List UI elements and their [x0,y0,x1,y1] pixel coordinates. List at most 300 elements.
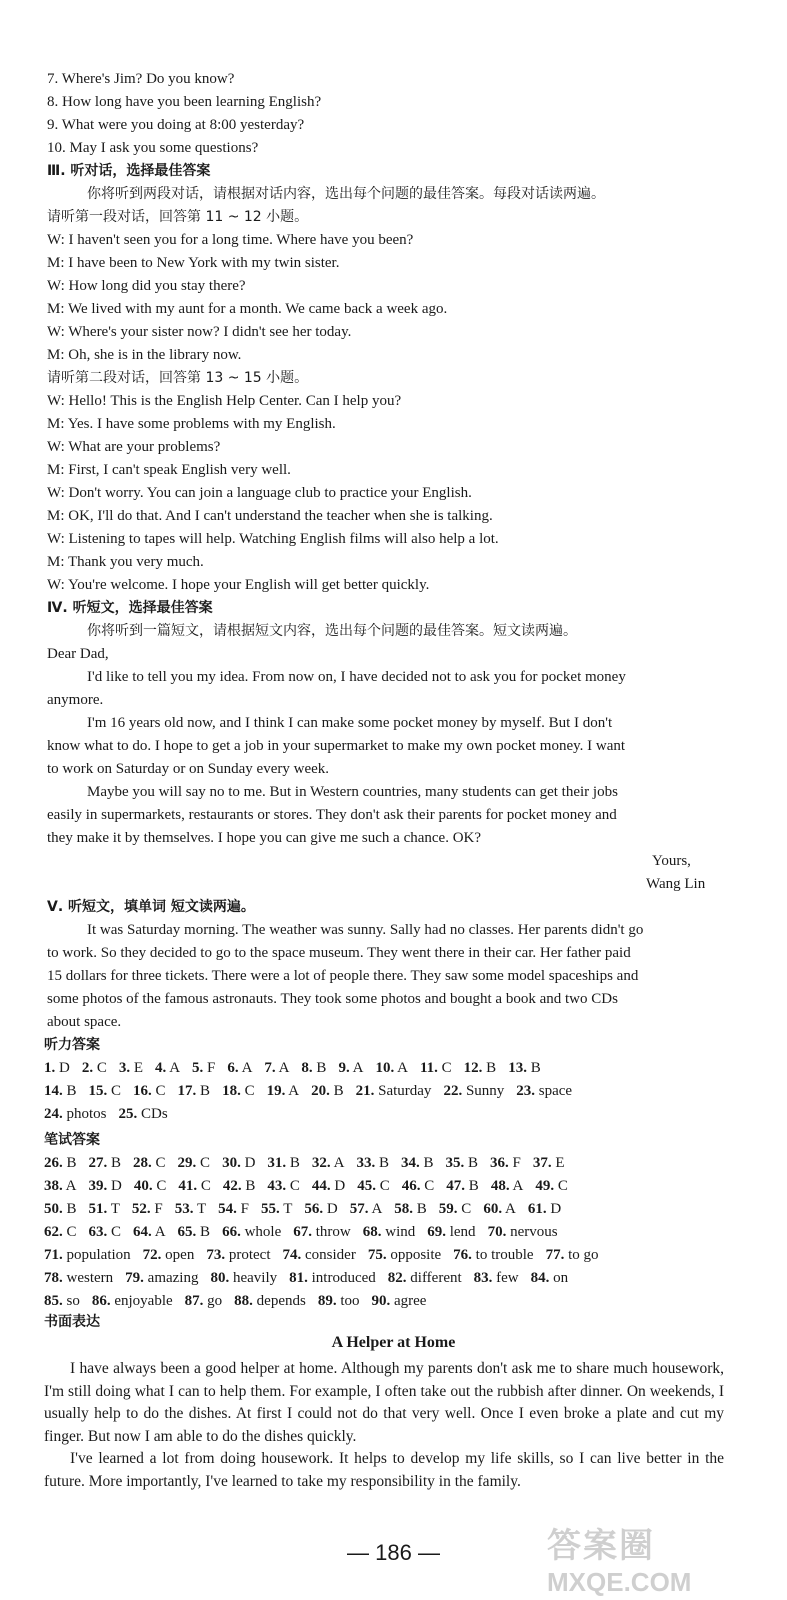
answer-item [443,1080,504,1102]
answer-number: 55. [261,1201,280,1217]
answer-item [453,1244,533,1266]
answer-item [446,1175,479,1197]
answer-row [44,1103,180,1125]
answer-value: B [375,1155,389,1171]
answer-item [92,1290,173,1312]
answer-value: CDs [137,1106,168,1122]
answer-item [546,1244,599,1266]
transcript-line: 7. Where's Jim? Do you know? [47,71,235,87]
answer-value: C [62,1224,77,1240]
answer-number: 7. [264,1060,276,1076]
answer-value: B [329,1083,344,1099]
answer-item [264,1057,289,1079]
letter-signature: Wang Lin [646,876,706,892]
answer-number: 59. [438,1201,458,1217]
answer-value: C [197,1178,211,1194]
answer-number: 82. [387,1270,407,1286]
answer-value: C [151,1155,166,1171]
answer-number: 27. [88,1155,108,1171]
letter-line: easily in supermarkets, restaurants or stores. They don't ask their parents for pocket money and [47,807,617,823]
answer-value: A [394,1060,408,1076]
answer-item [427,1221,475,1243]
listening-answers-heading: 听力答案 [44,1037,100,1053]
answer-value: amazing [143,1270,199,1286]
dialog-line: M: We lived with my aunt for a month. We came back a week ago. [47,301,448,317]
answer-number: 44. [311,1178,331,1194]
dialog-line: M: I have been to New York with my twin sister. [47,255,340,271]
answer-item [133,1080,166,1102]
answer-number: 37. [532,1155,552,1171]
answer-item [483,1198,516,1220]
answer-number: 25. [118,1106,138,1122]
answer-number: 53. [174,1201,194,1217]
answer-value: so [62,1293,80,1309]
section-heading: Ⅳ. 听短文，选择最佳答案 [47,600,213,616]
answer-row [44,1198,573,1220]
answer-value: Sunny [462,1083,505,1099]
page-number: — 186 — [347,1540,440,1565]
answer-value: C [286,1178,300,1194]
answer-item [531,1267,569,1289]
answer-value: whole [240,1224,282,1240]
answer-item [363,1221,416,1243]
answer-number: 31. [267,1155,287,1171]
answer-number: 77. [545,1247,565,1263]
answer-item [283,1244,356,1266]
answer-value: C [151,1083,166,1099]
answer-value: C [457,1201,472,1217]
answer-item [289,1267,376,1289]
answer-value: E [130,1060,144,1076]
answer-item [178,1152,211,1174]
answer-number: 14. [44,1083,63,1099]
answer-number: 67. [293,1224,312,1240]
answer-number: 23. [516,1083,536,1099]
answer-value: Saturday [374,1083,432,1099]
answer-value: A [238,1060,253,1076]
answer-item [464,1057,497,1079]
essay-body [44,1358,724,1493]
answer-number: 49. [535,1178,555,1194]
answer-item [267,1152,300,1174]
answer-value: open [161,1247,195,1263]
answer-value: C [376,1178,390,1194]
answer-number: 72. [142,1247,162,1263]
answer-item [301,1057,326,1079]
transcript-line: 9. What were you doing at 8:00 yesterday? [47,117,305,133]
answer-item [420,1057,452,1079]
answer-number: 26. [44,1155,63,1171]
answer-row [44,1057,553,1079]
answer-item [185,1290,223,1312]
answer-value: T [279,1201,293,1217]
answer-item [533,1152,565,1174]
answer-item [401,1152,434,1174]
answer-item [311,1080,344,1102]
passage-line: some photos of the famous astronauts. They took some photos and bought a book and two CDs [47,991,618,1007]
answer-value: A [509,1178,524,1194]
answer-number: 19. [266,1083,286,1099]
answer-value: opposite [386,1247,442,1263]
dialog-intro: 请听第二段对话，回答第 13 ~ 15 小题。 [47,370,309,386]
answer-value: space [535,1083,573,1099]
answer-number: 18. [222,1083,241,1099]
answer-item [44,1221,77,1243]
answer-number: 66. [222,1224,241,1240]
answer-number: 78. [44,1270,63,1286]
answer-item [143,1244,195,1266]
dialog-line: W: Don't worry. You can join a language club to practice your English. [47,485,472,501]
dialog-line: M: Oh, she is in the library now. [47,347,242,363]
answer-number: 76. [453,1247,472,1263]
letter-line: anymore. [47,692,104,708]
answer-value: D [240,1155,256,1171]
answer-value: E [551,1155,565,1171]
letter-closing: Yours, [652,853,691,869]
answer-value: on [549,1270,569,1286]
answer-value: too [336,1293,360,1309]
answer-number: 35. [445,1155,465,1171]
answer-number: 21. [355,1083,375,1099]
letter-line: they make it by themselves. I hope you can give me such a chance. OK? [47,830,482,846]
answer-number: 12. [463,1060,483,1076]
dialog-line: W: Listening to tapes will help. Watching English films will also help a lot. [47,531,499,547]
answer-item [44,1198,77,1220]
answer-item [488,1221,558,1243]
answer-number: 8. [301,1060,313,1076]
answer-value: D [55,1060,70,1076]
dialog-intro: 请听第一段对话，回答第 11 ~ 12 小题。 [47,209,309,225]
letter-line: Maybe you will say no to me. But in Western countries, many students can get their jobs [87,784,618,800]
answer-number: 51. [88,1201,108,1217]
answer-item [528,1198,561,1220]
answer-value: depends [252,1293,306,1309]
answer-number: 42. [222,1178,242,1194]
answer-number: 83. [473,1270,493,1286]
answer-number: 79. [125,1270,144,1286]
answer-item [356,1152,389,1174]
answer-number: 87. [184,1293,204,1309]
answer-value: B [464,1155,478,1171]
answer-value: enjoyable [110,1293,173,1309]
answer-item [206,1244,270,1266]
answer-value: population [62,1247,131,1263]
answer-value: A [349,1060,364,1076]
answer-item [491,1175,524,1197]
answer-item [133,1221,166,1243]
dialog-line: W: Hello! This is the English Help Center. Can I help you? [47,393,402,409]
essay-paragraph: I have always been a good helper at home. Although my parents don't ask me to share much housework, I'm still doing what I can to help them. For example, I often take out the rubbish after dinner. On weekends, I usually help to do the dishes. At first I could not do that very well. Once I even broke a plate and cut my finger. But now I am able to do the dishes quickly. [44,1360,724,1445]
passage-line: to work. So they decided to go to the space museum. They went there in their car. Her father paid [47,945,631,961]
writing-heading: 书面表达 [44,1314,100,1330]
dialog-line: M: Yes. I have some problems with my English. [47,416,336,432]
answer-row [44,1175,580,1197]
answer-item [44,1175,77,1197]
answer-number: 89. [317,1293,337,1309]
answer-item [394,1198,427,1220]
answer-item [89,1152,122,1174]
answer-number: 85. [44,1293,63,1309]
answer-item [134,1175,167,1197]
answer-number: 68. [362,1224,382,1240]
essay-paragraph: I've learned a lot from doing housework. It helps to develop my life skills, so I can live better in the future. More importantly, I've learned to take my responsibility in the family. [44,1450,724,1490]
answer-value: C [152,1178,167,1194]
answer-number: 65. [177,1224,197,1240]
answer-item [356,1080,432,1102]
answer-item [312,1152,345,1174]
answer-value: lend [445,1224,476,1240]
letter-line: know what to do. I hope to get a job in your supermarket to make my own pocket money. I want [47,738,626,754]
answer-item [178,1221,211,1243]
answer-value: A [166,1060,181,1076]
answer-number: 90. [371,1293,391,1309]
answer-value: B [312,1060,327,1076]
answer-number: 28. [133,1155,152,1171]
answer-value: D [107,1178,122,1194]
answer-value: F [508,1155,521,1171]
answer-item [312,1175,345,1197]
answer-number: 36. [489,1155,509,1171]
answer-item [375,1057,408,1079]
answer-number: 71. [44,1247,63,1263]
answer-item [508,1057,541,1079]
answer-value: B [482,1060,497,1076]
answer-number: 1. [44,1060,56,1076]
dialog-line: W: How long did you stay there? [47,278,246,294]
answer-number: 84. [530,1270,550,1286]
answer-value: F [236,1201,250,1217]
section-intro: 你将听到两段对话，请根据对话内容，选出每个问题的最佳答案。每段对话读两遍。 [87,186,605,202]
answer-value: heavily [229,1270,278,1286]
answer-value: C [107,1224,122,1240]
answer-item [178,1080,211,1102]
answer-item [178,1175,211,1197]
answer-value: wind [381,1224,416,1240]
answer-value: D [330,1178,346,1194]
answer-row [44,1221,570,1243]
answer-number: 54. [218,1201,237,1217]
answer-item [132,1198,163,1220]
answer-value: B [196,1224,211,1240]
answer-value: C [107,1083,122,1099]
answer-value: B [526,1060,541,1076]
answer-item [89,1198,120,1220]
answer-item [368,1244,441,1266]
answer-value: T [107,1201,120,1217]
answer-value: to trouble [471,1247,534,1263]
dialog-line: M: OK, I'll do that. And I can't understand the teacher when she is talking. [47,508,493,524]
answer-item [350,1198,383,1220]
answer-number: 58. [394,1201,414,1217]
section-intro: 你将听到一篇短文，请根据短文内容，选出每个问题的最佳答案。短文读两遍。 [87,623,577,639]
answer-number: 56. [304,1201,324,1217]
answer-value: B [62,1083,77,1099]
answer-item [89,1080,122,1102]
answer-number: 88. [234,1293,253,1309]
dialog-line: M: First, I can't speak English very well. [47,462,291,478]
answer-item [222,1152,255,1174]
answer-item [357,1175,390,1197]
answer-item [371,1290,426,1312]
answer-value: photos [62,1106,107,1122]
answer-value: A [285,1083,300,1099]
answer-number: 80. [210,1270,230,1286]
passage-line: about space. [47,1014,122,1030]
written-answers-heading: 笔试答案 [44,1132,100,1148]
answer-item [318,1290,360,1312]
answer-number: 6. [227,1060,239,1076]
answer-row [44,1290,438,1312]
answer-value: few [492,1270,519,1286]
answer-value: A [502,1201,516,1217]
answer-item [89,1175,122,1197]
answer-item [44,1152,77,1174]
answer-number: 64. [133,1224,152,1240]
answer-value: agree [390,1293,427,1309]
answer-number: 15. [88,1083,108,1099]
answer-value: F [150,1201,163,1217]
answer-item [125,1267,198,1289]
answer-number: 10. [375,1060,395,1076]
answer-number: 60. [483,1201,503,1217]
answer-number: 11. [419,1060,438,1076]
answer-value: B [286,1155,300,1171]
answer-number: 52. [131,1201,151,1217]
answer-number: 69. [427,1224,446,1240]
answer-number: 86. [91,1293,111,1309]
section-heading: Ⅴ. 听短文，填单词 短文读两遍。 [47,899,255,915]
letter-greeting: Dear Dad, [47,646,109,662]
answer-item [338,1057,363,1079]
answer-number: 32. [311,1155,331,1171]
answer-number: 16. [133,1083,152,1099]
answer-item [261,1198,292,1220]
answer-value: consider [301,1247,356,1263]
answer-number: 34. [400,1155,420,1171]
watermark-logo: 答案圈 MXQE.COM [547,1526,692,1597]
answer-item [44,1267,113,1289]
letter-line: to work on Saturday or on Sunday every week. [47,761,330,777]
answer-value: A [275,1060,290,1076]
answer-value: introduced [307,1270,376,1286]
answer-number: 17. [177,1083,197,1099]
answer-value: A [330,1155,345,1171]
answer-number: 62. [44,1224,63,1240]
dialog-line: W: What are your problems? [47,439,221,455]
answer-row [44,1080,584,1102]
answer-value: A [62,1178,77,1194]
answer-number: 39. [88,1178,108,1194]
answer-item [155,1057,180,1079]
answer-number: 9. [338,1060,350,1076]
answer-value: C [240,1083,255,1099]
answer-value: B [241,1178,256,1194]
answer-value: A [368,1201,383,1217]
answer-value: C [420,1178,435,1194]
answer-item [402,1175,435,1197]
answer-number: 47. [446,1178,466,1194]
transcript-line: 8. How long have you been learning English? [47,94,322,110]
answer-value: C [196,1155,211,1171]
answer-item [474,1267,519,1289]
transcript-line: 10. May I ask you some questions? [47,140,259,156]
answer-item [445,1152,478,1174]
answer-number: 41. [178,1178,198,1194]
answer-item [133,1152,166,1174]
answer-value: C [554,1178,568,1194]
letter-line: I'd like to tell you my idea. From now on, I have decided not to ask you for pocket money [87,669,626,685]
answer-item [210,1267,277,1289]
answer-value: nervous [506,1224,558,1240]
dialog-line: W: You're welcome. I hope your English will get better quickly. [47,577,430,593]
answer-value: protect [225,1247,271,1263]
answer-value: B [107,1155,122,1171]
answer-item [175,1198,206,1220]
answer-number: 81. [289,1270,308,1286]
answer-item [490,1152,521,1174]
answer-item [234,1290,306,1312]
answer-number: 30. [222,1155,241,1171]
answer-value: B [419,1155,434,1171]
answer-value: western [62,1270,114,1286]
answer-item [82,1057,107,1079]
answer-number: 24. [44,1106,63,1122]
answer-number: 3. [118,1060,131,1076]
dialog-line: W: Where's your sister now? I didn't see her today. [47,324,352,340]
answer-value: F [203,1060,216,1076]
answer-item [44,1103,107,1125]
answer-item [119,1057,143,1079]
answer-item [304,1198,337,1220]
answer-value: D [546,1201,562,1217]
answer-number: 57. [349,1201,369,1217]
letter-line: I'm 16 years old now, and I think I can make some pocket money by myself. But I don't [87,715,613,731]
answer-value: different [406,1270,462,1286]
answer-number: 43. [267,1178,287,1194]
section-heading: Ⅲ. 听对话，选择最佳答案 [47,163,211,179]
answer-item [192,1057,215,1079]
answer-number: 13. [508,1060,527,1076]
answer-item [119,1103,168,1125]
answer-number: 48. [490,1178,510,1194]
answer-number: 20. [311,1083,330,1099]
answer-value: throw [311,1224,351,1240]
passage-line: It was Saturday morning. The weather was sunny. Sally had no classes. Her parents didn't go [87,922,644,938]
answer-value: B [62,1201,77,1217]
answer-item [535,1175,568,1197]
answer-value: B [62,1155,77,1171]
answer-item [218,1198,249,1220]
answer-value: C [437,1060,452,1076]
answer-item [267,1080,300,1102]
answer-number: 73. [206,1247,226,1263]
answer-value: A [151,1224,166,1240]
answer-item [267,1175,300,1197]
answer-number: 2. [81,1060,94,1076]
answer-number: 46. [401,1178,421,1194]
answer-item [222,1080,255,1102]
answer-number: 70. [487,1224,507,1240]
answer-item [388,1267,462,1289]
answer-value: C [93,1060,107,1076]
answer-item [227,1057,252,1079]
dialog-line: M: Thank you very much. [47,554,204,570]
dialog-line: W: I haven't seen you for a long time. Where have you been? [47,232,414,248]
answer-number: 40. [133,1178,153,1194]
answer-number: 61. [527,1201,547,1217]
essay-title: A Helper at Home [331,1334,456,1351]
answer-item [89,1221,122,1243]
